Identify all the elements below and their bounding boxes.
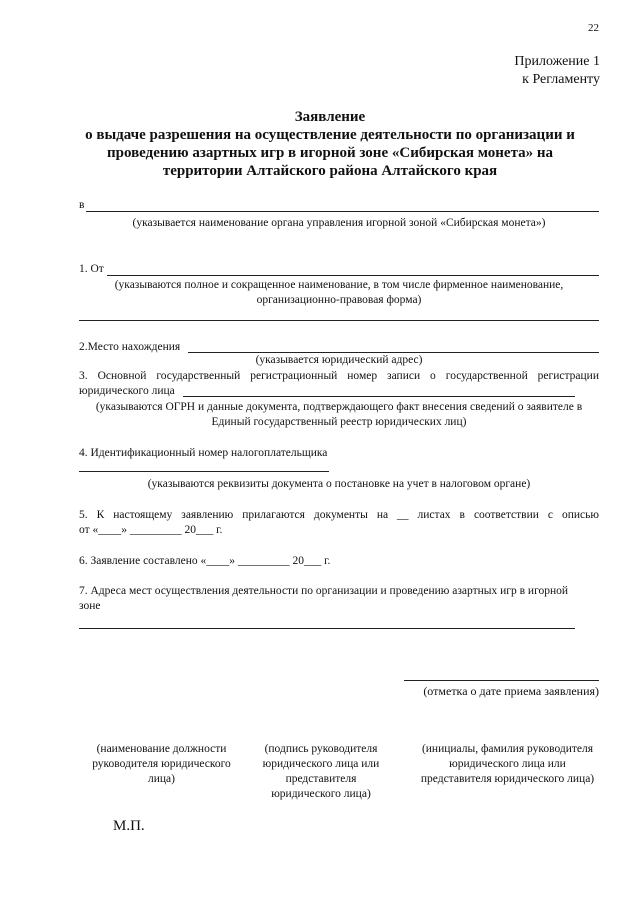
to-prefix: в [79,199,85,211]
from-label: 1. От [79,263,104,275]
from-line[interactable] [107,275,599,276]
from-hint: (указываются полное и сокращенное наименование, в том числе фирменное наименование, организационно-правовая форма) [114,279,564,306]
title-rest: о выдаче разрешения на осуществление деятельности по организации и проведению азартных игр в игорной зоне «Сибирская монета» на территории Алтайского района Алтайского края [85,127,575,179]
locations-line[interactable] [79,628,575,629]
address-label: 2.Место нахождения [79,341,181,353]
attachments-date: от «____» _________ 20___ г. [79,524,223,536]
signature-hint: (подпись руководителя юридического лица или представителя юридического лица) [262,743,380,800]
inn-label: 4. Идентификационный номер налогоплательщика [79,447,328,459]
attachments-text: 5. К настоящему заявлению прилагаются документы на __ листах в соответствии с описью [79,509,599,521]
inn-hint: (указываются реквизиты документа о постановке на учет в налоговом органе) [147,478,531,490]
inn-line[interactable] [79,471,329,472]
to-hint: (указывается наименование органа управления игорной зоной «Сибирская монета») [132,217,546,229]
ogrn-text-2: юридического лица [79,385,175,397]
signature-position-hint: (наименование должности руководителя юридического лица) [92,743,231,785]
to-line[interactable] [86,211,599,212]
seal-mark: М.П. [113,818,145,834]
from-line-2[interactable] [79,320,599,321]
receipt-line[interactable] [404,680,599,681]
ogrn-hint: (указываются ОГРН и данные документа, подтверждающего факт внесения сведений о заявителе в Единый государственный реестр юридических лиц) [95,401,583,428]
ogrn-line[interactable] [183,396,575,397]
title-line-1: Заявление [294,109,366,125]
composed-date: 6. Заявление составлено «____» _________ 20___ г. [79,555,331,567]
address-hint: (указывается юридический адрес) [255,354,423,366]
appendix-line-1: Приложение 1 [514,54,600,69]
receipt-hint: (отметка о дате приема заявления) [423,684,599,698]
signature-initials-hint: (инициалы, фамилия руководителя юридического лица или представителя юридического лица) [420,743,595,785]
page-number: 22 [588,22,599,34]
locations-text: 7. Адреса мест осуществления деятельности по организации и проведению азартных игр в игорной зоне [79,585,569,612]
appendix-line-2: к Регламенту [522,72,600,87]
document-title [60,108,600,180]
ogrn-text: 3. Основной государственный регистрационный номер записи о государственной регистрации [79,370,599,382]
